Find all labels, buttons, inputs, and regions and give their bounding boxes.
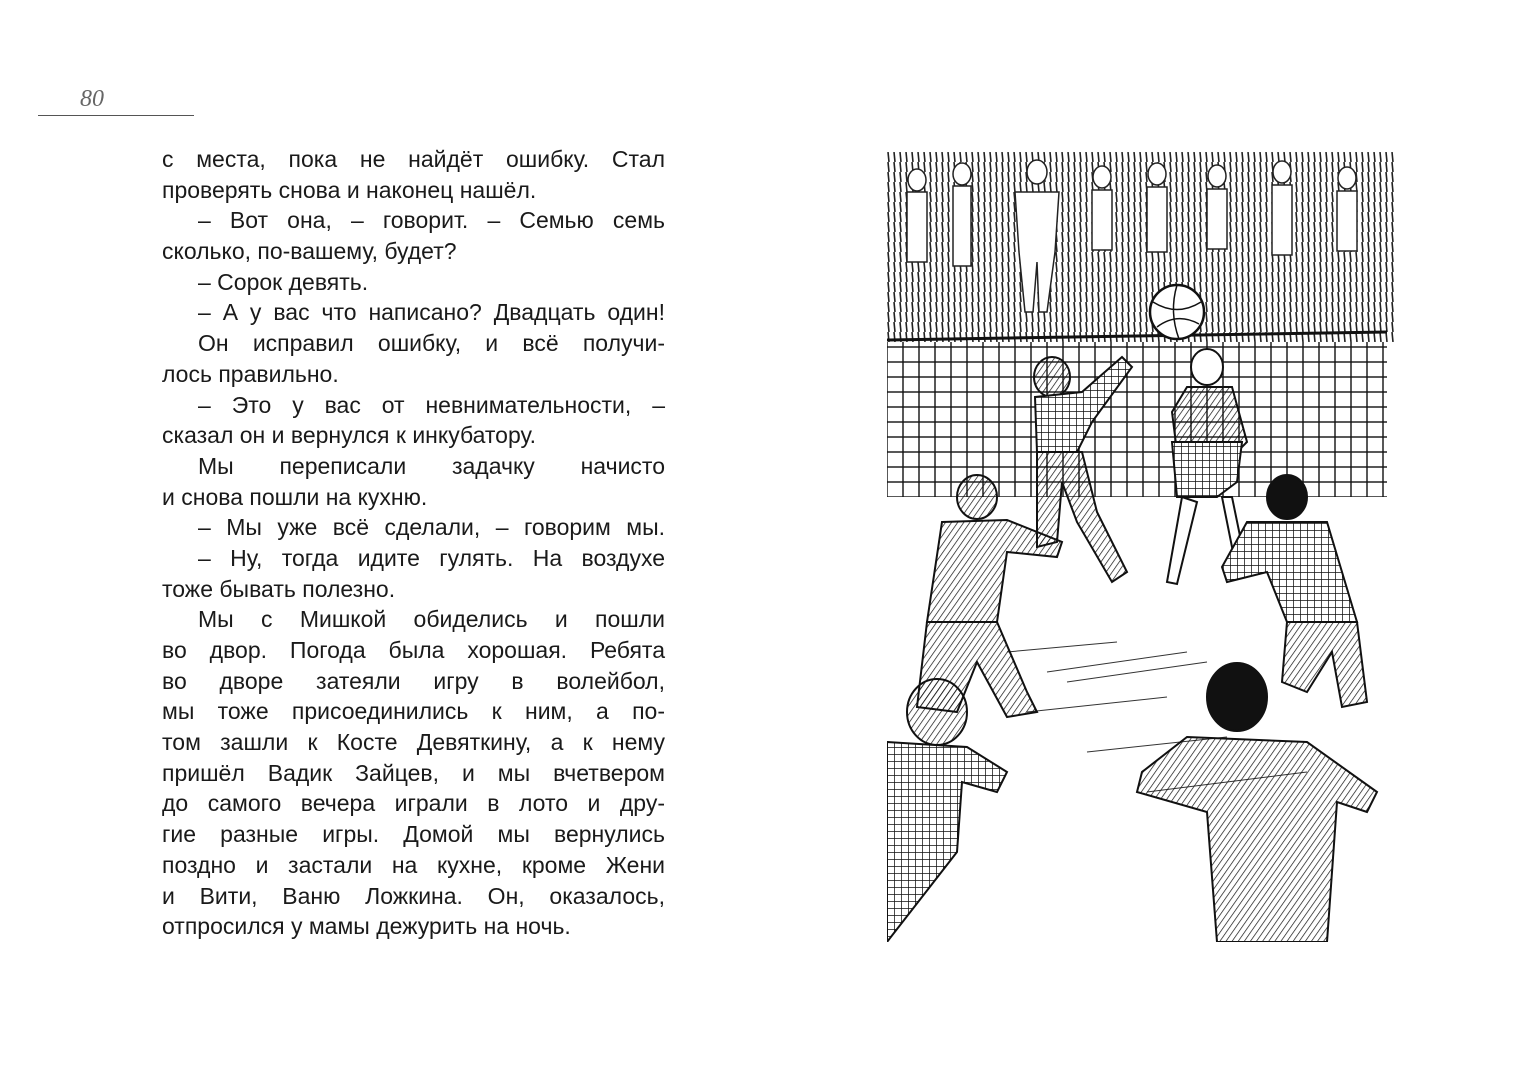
text-line: пришёл Вадик Зайцев, и мы вчетвером [162,759,665,786]
text-line: том зашли к Косте Девяткину, а к нему [162,729,665,756]
text-line: – Это у вас от невнимательности, – [198,391,665,418]
text-line: и Вити, Ваню Ложкина. Он, оказалось, [162,882,665,909]
text-line: Мы с Мишкой обиделись и пошли [198,606,665,633]
text-line: – Ну, тогда идите гулять. На воздухе [198,544,665,571]
text-line: – Мы уже всё сделали, – говорим мы. [198,514,665,541]
text-line: гие разные игры. Домой мы вернулись [162,821,665,848]
text-line: тоже бывать полезно. [162,575,396,602]
text-line: – А у вас что написано? Двадцать один! [198,299,665,326]
volleyball-net [887,332,1387,497]
text-line: с места, пока не найдёт ошибку. Стал [162,146,665,172]
text-line: Он исправил ошибку, и всё получи- [198,330,665,357]
volleyball-game-illustration [887,152,1394,942]
text-line: поздно и застали на кухне, кроме Жени [162,851,665,878]
text-line: во двор. Погода была хорошая. Ребята [162,637,665,663]
text-line: мы тоже присоединились к ним, а по- [162,698,665,725]
text-line: до самого вечера играли в лото и дру- [162,790,665,817]
text-line: сколько, по-вашему, будет? [162,238,457,265]
page-number: 80 [80,86,104,112]
text-line: и снова пошли на кухню. [162,483,428,510]
text-line: – Вот она, – говорит. – Семью семь [198,207,665,234]
volleyball-ball [1150,285,1204,339]
text-line: – Сорок девять. [198,268,369,295]
text-line: сказал он и вернулся к инкубатору. [162,422,537,449]
text-line: отпросился у мамы дежурить на ночь. [162,913,571,940]
page-number-rule [38,115,194,116]
text-line: проверять снова и наконец нашёл. [162,176,537,203]
body-text [162,144,665,942]
text-line: лось правильно. [162,360,339,387]
text-line: во дворе затеяли игру в волейбол, [162,667,665,694]
text-line: Мы переписали задачку начисто [198,452,665,479]
